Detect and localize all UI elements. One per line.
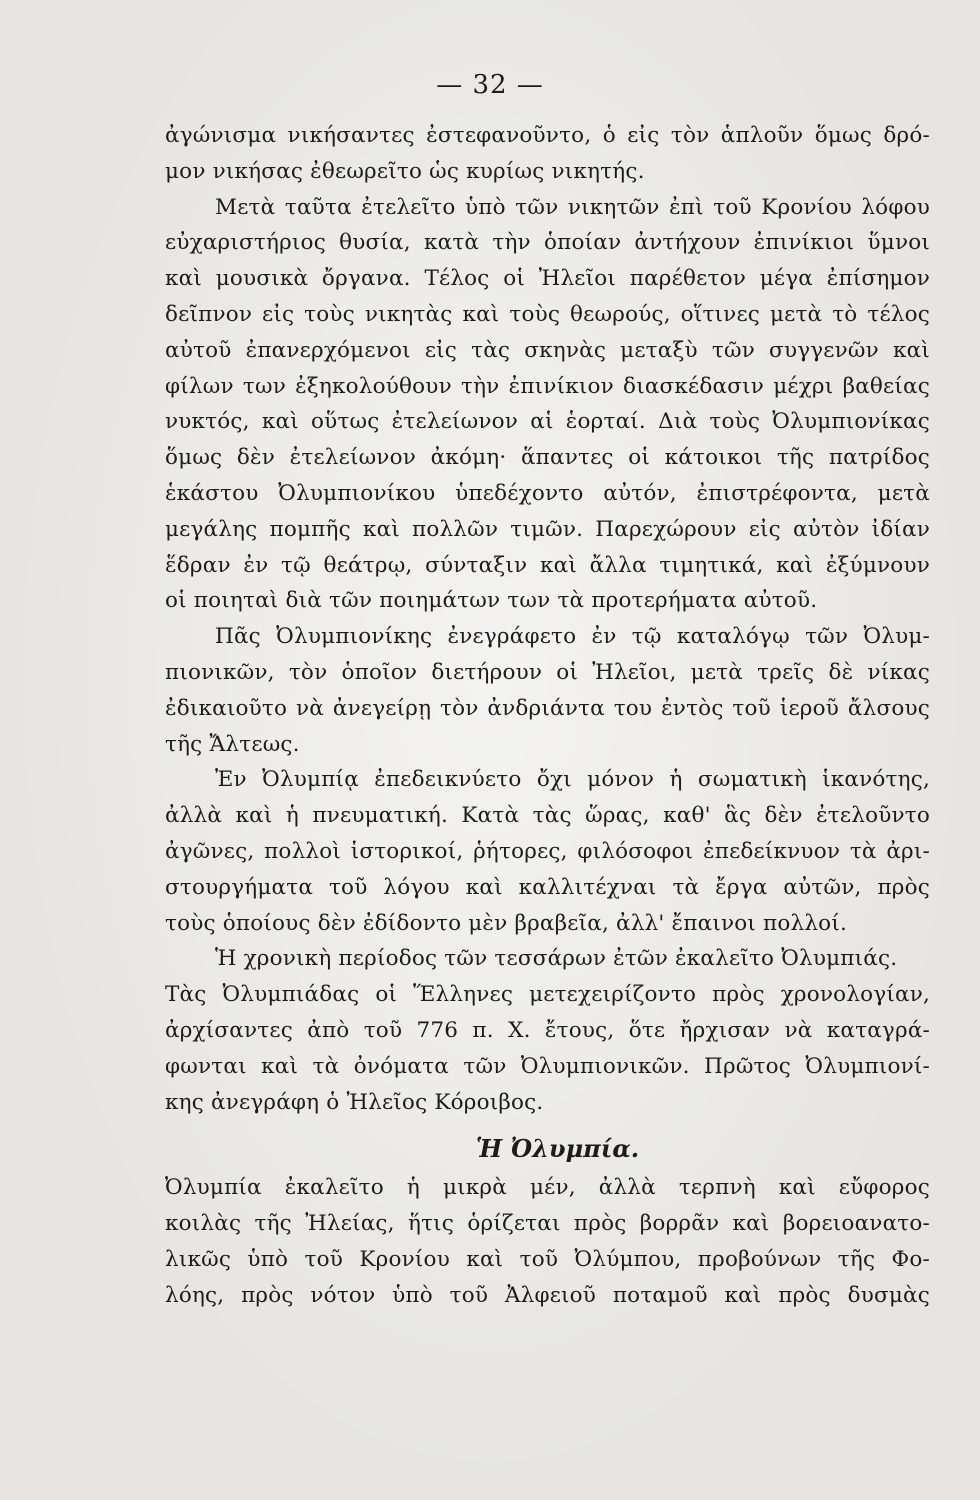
text-line: τῆς Ἄλτεως. bbox=[165, 731, 300, 757]
text-line: Ὀλυμπία ἐκαλεῖτο ἡ μικρὰ μέν, ἀλλὰ τερπνὴ καὶ εὔφορος bbox=[165, 1175, 930, 1201]
text-line: Ἐν Ὀλυμπίᾳ ἐπεδεικνύετο ὄχι μόνον ἡ σωματικὴ ἱκανότης, bbox=[215, 767, 930, 793]
text-line: φωνται καὶ τὰ ὀνόματα τῶν Ὀλυμπιονικῶν. Πρῶτος Ὀλυμπιονί- bbox=[165, 1053, 930, 1079]
section-heading-text: Ἡ Ὀλυμπία. bbox=[475, 1134, 640, 1164]
section-heading bbox=[165, 1122, 930, 1172]
text-line: κοιλὰς τῆς Ἠλείας, ἥτις ὁρίζεται πρὸς βορρᾶν καὶ βορειοανατο- bbox=[165, 1211, 930, 1237]
body-text bbox=[165, 118, 930, 1314]
text-line: φίλων των ἐξηκολούθουν τὴν ἐπινίκιον διασκέδασιν μέχρι βαθείας bbox=[165, 373, 930, 399]
text-line: λικῶς ὑπὸ τοῦ Κρονίου καὶ τοῦ Ὀλύμπου, προβούνων τῆς Φο- bbox=[165, 1246, 930, 1272]
text-line: ἑκάστου Ὀλυμπιονίκου ὑπεδέχοντο αὐτόν, ἐπιστρέφοντα, μετὰ bbox=[165, 480, 930, 506]
text-line: κης ἀνεγράφη ὁ Ἠλεῖος Κόροιβος. bbox=[165, 1089, 544, 1115]
text-line: Μετὰ ταῦτα ἐτελεῖτο ὑπὸ τῶν νικητῶν ἐπὶ τοῦ Κρονίου λόφου bbox=[215, 194, 930, 220]
text-line: ἕδραν ἐν τῷ θεάτρῳ, σύνταξιν καὶ ἄλλα τιμητικά, καὶ ἐξύμνουν bbox=[165, 552, 930, 578]
page-number: — 32 — bbox=[436, 70, 544, 100]
text-line: εὐχαριστήριος θυσία, κατὰ τὴν ὁποίαν ἀντήχουν ἐπινίκιοι ὕμνοι bbox=[165, 230, 930, 256]
text-line: λόης, πρὸς νότον ὑπὸ τοῦ Ἀλφειοῦ ποταμοῦ καὶ πρὸς δυσμὰς bbox=[165, 1282, 930, 1308]
text-line: ἀγώνισμα νικήσαντες ἐστεφανοῦντο, ὁ εἰς τὸν ἁπλοῦν ὅμως δρό- bbox=[165, 123, 930, 148]
text-line: οἱ ποιηταὶ διὰ τῶν ποιημάτων των τὰ προτερήματα αὐτοῦ. bbox=[165, 588, 818, 614]
text-line: ἀγῶνες, πολλοὶ ἱστορικοί, ῥήτορες, φιλόσοφοι ἐπεδείκνυον τὰ ἀρι- bbox=[165, 838, 930, 864]
text-line: μεγάλης πομπῆς καὶ πολλῶν τιμῶν. Παρεχώρουν εἰς αὐτὸν ἰδίαν bbox=[165, 516, 930, 542]
text-line: ἀλλὰ καὶ ἡ πνευματική. Κατὰ τὰς ὥρας, καθ' ἃς δὲν ἐτελοῦντο bbox=[165, 803, 930, 829]
text-line: στουργήματα τοῦ λόγου καὶ καλλιτέχναι τὰ ἔργα αὐτῶν, πρὸς bbox=[165, 874, 930, 900]
text-line: μον νικήσας ἐθεωρεῖτο ὡς κυρίως νικητής. bbox=[165, 158, 645, 184]
text-line: Πᾶς Ὀλυμπιονίκης ἐνεγράφετο ἐν τῷ καταλόγῳ τῶν Ὀλυμ- bbox=[215, 624, 930, 650]
text-line: ὅμως δὲν ἐτελείωνον ἀκόμη· ἅπαντες οἱ κάτοικοι τῆς πατρίδος bbox=[165, 445, 930, 471]
text-line: τοὺς ὁποίους δὲν ἐδίδοντο μὲν βραβεῖα, ἀλλ' ἔπαινοι πολλοί. bbox=[165, 910, 847, 936]
text-line: αὐτοῦ ἐπανερχόμενοι εἰς τὰς σκηνὰς μεταξὺ τῶν συγγενῶν καὶ bbox=[165, 337, 930, 363]
text-line: νυκτός, καὶ οὕτως ἐτελείωνον αἱ ἑορταί. Διὰ τοὺς Ὀλυμπιονίκας bbox=[165, 409, 930, 435]
text-line: δεῖπνον εἰς τοὺς νικητὰς καὶ τοὺς θεωρούς, οἵτινες μετὰ τὸ τέλος bbox=[165, 301, 930, 327]
text-line: Ἡ χρονικὴ περίοδος τῶν τεσσάρων ἐτῶν ἐκαλεῖτο Ὀλυμπιάς. bbox=[215, 946, 898, 972]
text-line: ἀρχίσαντες ἀπὸ τοῦ 776 π. Χ. ἔτους, ὅτε ἤρχισαν νὰ καταγρά- bbox=[165, 1017, 930, 1043]
text-line: Τὰς Ὀλυμπιάδας οἱ Ἕλληνες μετεχειρίζοντο πρὸς χρονολογίαν, bbox=[165, 982, 930, 1008]
text-line: ἐδικαιοῦτο νὰ ἀνεγείρῃ τὸν ἀνδριάντα του ἐντὸς τοῦ ἱεροῦ ἄλσους bbox=[165, 695, 930, 721]
text-line: πιονικῶν, τὸν ὁποῖον διετήρουν οἱ Ἠλεῖοι, μετὰ τρεῖς δὲ νίκας bbox=[165, 659, 930, 685]
text-line: καὶ μουσικὰ ὄργανα. Τέλος οἱ Ἠλεῖοι παρέθετον μέγα ἐπίσημον bbox=[165, 266, 930, 292]
